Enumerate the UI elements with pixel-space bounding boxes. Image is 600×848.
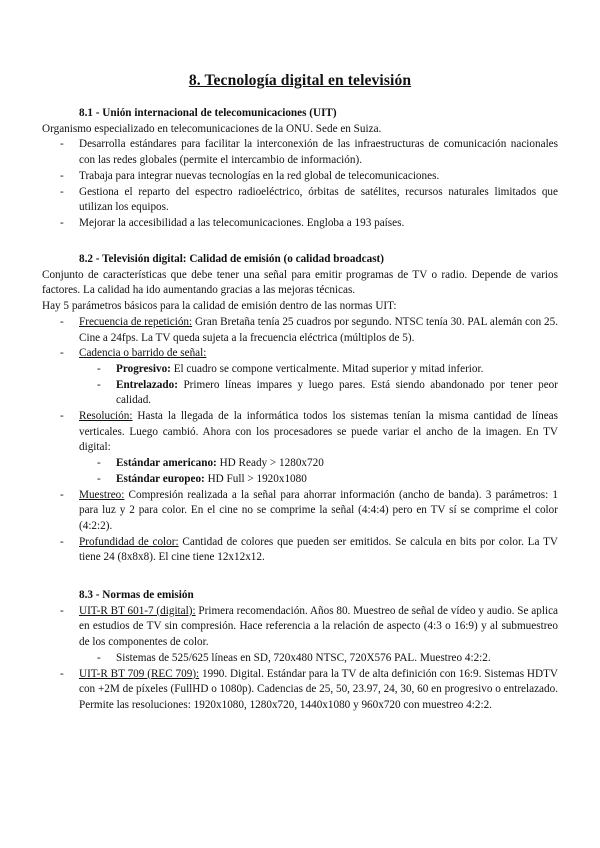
section-uit — [42, 106, 558, 232]
list-item-bt709: - UIT-R BT 709 (REC 709): 1990. Digital. Estándar para la TV de alta definición con 16:9. Sistemas HDTV con +2M de píxeles (FullHD o 1080p). Cadencias de 25, 50, 23.97, 24, 30, 60 en progresivo o entrelazado. Permite las resoluciones: 1920x1080, 1280x720, 1440x1080 y 960x720 con muestreo 4:2:2. — [60, 667, 558, 711]
list-item-muestreo: - Muestreo: Compresión realizada a la señal para ahorrar información (ancho de banda). 3 parámetros: 1 para luz y 2 para color. En el cine no se comprime la señal (4:4:4) pero en TV sí se comprime el color (4:2:2). — [60, 488, 558, 532]
bullet-list — [42, 137, 558, 231]
bullet-list — [42, 604, 558, 714]
sub-item-entrelazado: - Entrelazado: Primero líneas impares y luego pares. Está siendo abandonado por tener peor calidad. — [97, 378, 558, 407]
bullet-list — [42, 315, 558, 566]
list-item: - Mejorar la accesibilidad a las telecomunicaciones. Engloba a 193 países. — [60, 216, 405, 229]
list-item-resolucion: - Resolución: Hasta la llegada de la informática todos los sistemas tenían la misma cantidad de líneas verticales. Luego cambió. Ahora con los procesadores se puede variar el ancho de la imagen. En TV digital: — [60, 410, 558, 454]
list-item: - Trabaja para integrar nuevas tecnologías en la red global de telecomunicaciones. — [60, 169, 440, 182]
sub-item-progresivo: - Progresivo: El cuadro se compone verticalmente. Mitad superior y mitad inferior. — [97, 362, 484, 375]
list-item-frecuencia: - Frecuencia de repetición: Gran Bretaña tenía 25 cuadros por segundo. NTSC tenía 30. PAL alemán con 25. Cine a 24fps. La TV queda sujeta a la frecuencia eléctrica (múltiplos de 5). — [60, 315, 558, 344]
list-item: - Gestiona el reparto del espectro radioeléctrico, órbitas de satélites, recursos naturales limitados que utilizan los equipos. — [60, 185, 558, 214]
sub-item-sistemas: - Sistemas de 525/625 líneas en SD, 720x480 NTSC, 720X576 PAL. Muestreo 4:2:2. — [97, 651, 491, 664]
sub-item-americano: - Estándar americano: HD Ready > 1280x720 — [97, 457, 324, 470]
sub-item-europeo: - Estándar europeo: HD Full > 1920x1080 — [97, 472, 307, 485]
paragraph: Hay 5 parámetros básicos para la calidad de emisión dentro de las normas UIT: — [42, 300, 397, 313]
section-normas — [42, 588, 558, 714]
page-title: 8. Tecnología digital en televisión — [188, 72, 412, 89]
list-item-profundidad: - Profundidad de color: Cantidad de colores que pueden ser emitidos. Se calcula en bits por color. La TV tiene 24 (8x8x8). El cine tiene 12x12x12. — [60, 535, 559, 564]
section-heading: 8.1 - Unión internacional de telecomunicaciones (UIT) — [79, 107, 337, 119]
section-heading: 8.2 - Televisión digital: Calidad de emisión (o calidad broadcast) — [79, 253, 384, 265]
list-item: - Desarrolla estándares para facilitar la interconexión de las infraestructuras de comunicación nacionales con las redes globales (permite el intercambio de información). — [60, 138, 558, 167]
section-tv-digital — [42, 252, 558, 566]
paragraph: Organismo especializado en telecomunicaciones de la ONU. Sede en Suiza. — [42, 122, 382, 135]
list-item-cadencia: - Cadencia o barrido de señal: — [60, 347, 207, 360]
section-heading: 8.3 - Normas de emisión — [79, 589, 194, 601]
paragraph: Conjunto de características que debe tener una señal para emitir programas de TV o radio. Depende de varios factores. La calidad ha ido aumentando gracias a las mejoras técnicas. — [42, 268, 558, 297]
list-item-bt601: - UIT-R BT 601-7 (digital): Primera recomendación. Años 80. Muestreo de señal de vídeo y audio. Se aplica en estudios de TV sin compresión. Hace referencia a la relación de aspecto (4:3 o 16:9) y al submuestreo de los componentes de color. — [60, 604, 558, 649]
